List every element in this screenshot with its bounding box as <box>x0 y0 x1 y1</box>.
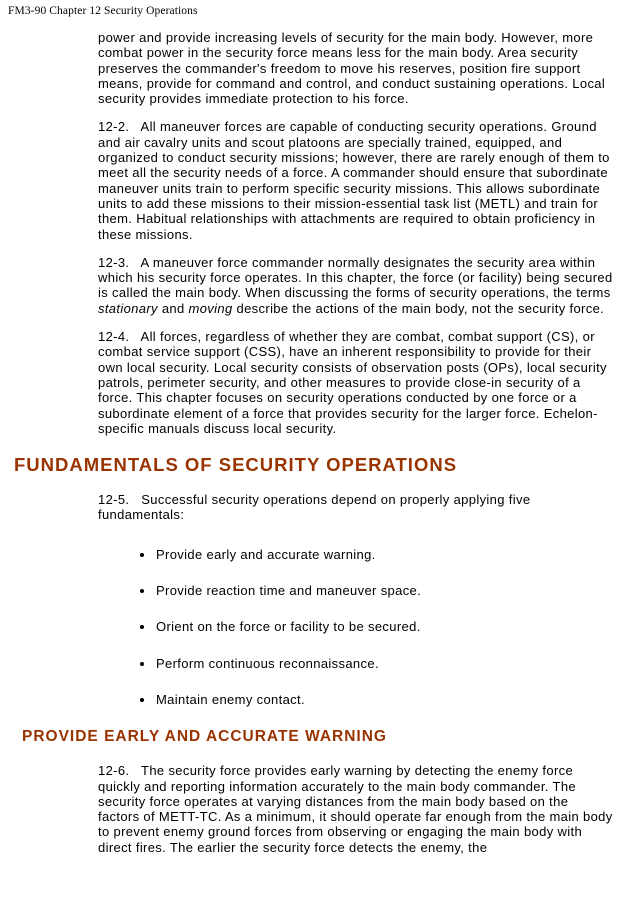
italic-term-stationary: stationary <box>98 300 158 316</box>
paragraph-12-3-text: 12-3. A maneuver force commander normally designates the security area within which his security force operates. In this chapter, the force (or facility) being secured is called the main body. When discussing the forms of security operations, the terms <box>98 254 617 301</box>
list-item-enemy-contact: • Maintain enemy contact. <box>155 692 613 707</box>
list-item-reconnaissance: • Perform continuous reconnaissance. <box>155 656 613 671</box>
paragraph-12-5: 12-5. Successful security operations depend on properly applying five fundamentals: <box>98 492 535 523</box>
paragraph-12-4: 12-4. All forces, regardless of whether they are combat, combat support (CS), or combat service support (CSS), have an inherent responsibility to provide for their own local security. Local security consists of observation posts (OPs), local security patrols, perimeter security, and other measures to provide close-in security of a force. This chapter focuses on security operations conducted by one force or a subordinate element of a force that provides security for the larger force. Echelon-specific manuals discuss local security. <box>98 329 611 436</box>
paragraph-12-6: 12-6. The security force provides early warning by detecting the enemy force quickly and reporting information accurately to the main body commander. The security force operates at varying distances from the main body based on the factors of METT-TC. As a minimum, it should operate far enough from the main body to prevent enemy ground forces from observing or engaging the main body with direct fires. The earlier the security force detects the enemy, the <box>98 763 617 855</box>
section-heading-provide-early-warning: PROVIDE EARLY AND ACCURATE WARNING <box>22 728 387 746</box>
list-item-reaction-time: • Provide reaction time and maneuver space. <box>155 583 613 598</box>
fundamentals-list <box>155 547 613 707</box>
running-header: FM3-90 Chapter 12 Security Operations <box>8 5 198 17</box>
italic-term-moving: moving <box>188 300 233 316</box>
paragraph-12-3 <box>98 254 617 316</box>
paragraph-12-3-text: and <box>157 300 189 316</box>
list-item-early-warning: • Provide early and accurate warning. <box>155 547 613 562</box>
paragraph-intro: power and provide increasing levels of security for the main body. However, more combat power in the security force means less for the main body. Area security preserves the commander's freedom to move his reserves, position fire support means, provide for command and control, and conduct sustaining operations. Local security provides immediate protection to his force. <box>98 30 610 107</box>
section-heading-fundamentals: FUNDAMENTALS OF SECURITY OPERATIONS <box>14 454 458 476</box>
paragraph-12-3-text: describe the actions of the main body, not the security force. <box>232 300 605 316</box>
list-item-orient: • Orient on the force or facility to be secured. <box>155 619 613 634</box>
paragraph-12-2: 12-2. All maneuver forces are capable of conducting security operations. Ground and air cavalry units and scout platoons are specially trained, equipped, and organized to conduct security missions; however, there are rarely enough of them to meet all the security needs of a force. A commander should ensure that subordinate maneuver units train to perform specific security missions. This allows subordinate units to add these missions to their mission-essential task list (METL) and train for them. Habitual relationships with attachments are required to obtain proficiency in these missions. <box>98 119 614 242</box>
